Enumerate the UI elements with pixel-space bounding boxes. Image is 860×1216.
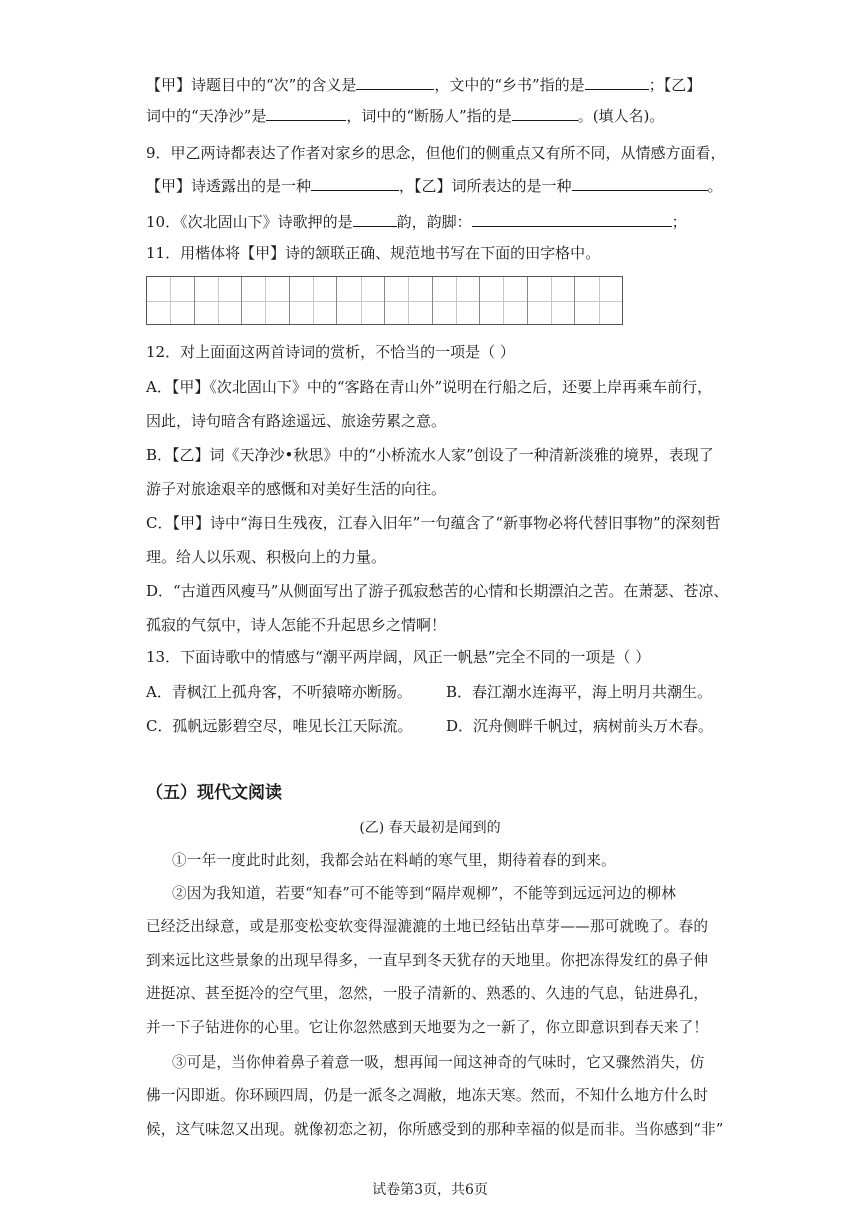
section-heading: （五）现代文阅读 xyxy=(146,783,282,803)
passage-paragraph-2-line-2: 已经泛出绿意，或是那变松变软变得湿漉漉的土地已经钻出草芽——那可就晚了。春的 xyxy=(146,918,709,935)
q12-option-b-line-1[interactable]: B．【乙】词《天净沙•秋思》中的“小桥流水人家”创设了一种清新淡雅的境界，表现了 xyxy=(146,446,714,464)
q8-text-c: ；【乙】 xyxy=(648,76,702,94)
passage-paragraph-3-line-3: 候，这气味忽又出现。就像初恋之初，你所感受到的那种幸福的似是而非。当你感到“非” xyxy=(146,1121,724,1138)
passage-paragraph-3-line-2: 佛一闪即逝。你环顾四周，仍是一派冬之凋敝，地冻天寒。然而，不知什么地方什么时 xyxy=(146,1087,709,1104)
q10-blank-rhyme[interactable] xyxy=(353,211,397,227)
grid-cell[interactable] xyxy=(241,277,289,324)
q9-text-a: 【甲】诗透露出的是一种 xyxy=(146,177,312,195)
q12-option-c-line-1[interactable]: C．【甲】诗中“海日生残夜，江春入旧年”一句蕴含了“新事物必将代替旧事物”的深刻哲 xyxy=(146,514,721,532)
q12-option-d-line-1[interactable]: D．“古道西风瘦马”从侧面写出了游子孤寂愁苦的心情和长期漂泊之苦。在萧瑟、苍凉、 xyxy=(146,582,729,600)
q8-blank-ci-meaning[interactable] xyxy=(356,74,434,90)
page-footer: 试卷第3页，共6页 xyxy=(372,1182,488,1198)
q12-option-d-line-2: 孤寂的气氛中，诗人怎能不升起思乡之情啊！ xyxy=(146,616,447,634)
q8-blank-duanchangren[interactable] xyxy=(512,105,578,121)
q12-option-b-line-2: 游子对旅途艰辛的感慨和对美好生活的向往。 xyxy=(146,480,447,498)
q13-option-b[interactable]: B．春江潮水连海平，海上明月共潮生。 xyxy=(446,683,713,701)
q8-text-a: 【甲】诗题目中的“次”的含义是 xyxy=(146,76,357,94)
q8-text-d: 词中的“天净沙”是 xyxy=(146,107,267,125)
grid-cell[interactable] xyxy=(194,277,242,324)
grid-cell[interactable] xyxy=(384,277,432,324)
q12-stem: 12．对上面面这两首诗词的赏析，不恰当的一项是（ ） xyxy=(146,343,515,361)
q12-option-c-line-2: 理。给人以乐观、积极向上的力量。 xyxy=(146,548,387,566)
q8-text-f: 。(填人名)。 xyxy=(577,107,665,125)
grid-cell[interactable] xyxy=(432,277,480,324)
q8-text-b: ，文中的“乡书”指的是 xyxy=(434,76,585,94)
q10-line xyxy=(146,211,687,232)
grid-cell[interactable] xyxy=(289,277,337,324)
passage-paragraph-3-line-1: ③可是，当你伸着鼻子着意一吸，想再闻一闻这神奇的气味时，它又骤然消失，仿 xyxy=(172,1054,705,1071)
q8-text-e: ，词中的“断肠人”指的是 xyxy=(346,107,512,125)
q10-blank-rhyme-words[interactable] xyxy=(472,211,672,227)
q11-text: 11．用楷体将【甲】诗的颔联正确、规范地书写在下面的田字格中。 xyxy=(146,244,601,262)
passage-paragraph-2-line-4: 进挺凉、甚至挺冷的空气里，忽然，一股子清新的、熟悉的、久违的气息，钻进鼻孔， xyxy=(146,985,709,1002)
grid-cell[interactable] xyxy=(574,277,622,324)
q10-text-c: ； xyxy=(671,213,687,231)
q9-text-c: 。 xyxy=(707,177,723,195)
grid-cell[interactable] xyxy=(479,277,527,324)
q9-text-b: ，【乙】词所表达的是一种 xyxy=(399,177,572,195)
q8-blank-xiangshu[interactable] xyxy=(585,74,649,90)
q12-option-a-line-2: 因此，诗句暗含有路途遥远、旅途劳累之意。 xyxy=(146,412,447,430)
passage-paragraph-2-line-5: 并一下子钻进你的心里。它让你忽然感到天地要为之一新了，你立即意识到春天来了！ xyxy=(146,1019,709,1036)
grid-cell[interactable] xyxy=(336,277,384,324)
q9-line-1: 9．甲乙两诗都表达了作者对家乡的思念，但他们的侧重点又有所不同，从情感方面看， xyxy=(146,144,726,162)
q8-blank-tianjingsha[interactable] xyxy=(266,105,346,121)
q12-option-a-line-1[interactable]: A．【甲】《次北固山下》中的“客路在青山外”说明在行船之后，还要上岸再乘车前行， xyxy=(146,378,713,396)
passage-title: (乙) 春天最初是闻到的 xyxy=(359,820,501,836)
grid-cell[interactable] xyxy=(147,277,194,324)
q13-option-d[interactable]: D．沉舟侧畔千帆过，病树前头万木春。 xyxy=(446,717,714,735)
q9-blank-jia[interactable] xyxy=(311,175,399,191)
passage-paragraph-1: ①一年一度此时此刻，我都会站在料峭的寒气里，期待着春的到来。 xyxy=(172,852,616,869)
q10-text-b: 韵，韵脚： xyxy=(396,213,472,231)
passage-paragraph-2-line-3: 到来远比这些景象的出现早得多，一直早到冬天犹存的天地里。你把冻得发红的鼻子伸 xyxy=(146,952,709,969)
q13-option-a[interactable]: A．青枫江上孤舟客，不听猿啼亦断肠。 xyxy=(146,683,412,701)
q8-line-1 xyxy=(146,74,701,95)
q13-stem: 13．下面诗歌中的情感与“潮平两岸阔，风正一帆悬”完全不同的一项是（ ） xyxy=(146,648,651,666)
q8-line-2 xyxy=(146,105,664,126)
q10-text-a: 10．《次北固山下》诗歌押的是 xyxy=(146,213,353,231)
passage-paragraph-2-line-1: ②因为我知道，若要“知春”可不能等到“隔岸观柳”，不能等到远远河边的柳林 xyxy=(172,885,677,902)
q9-blank-yi[interactable] xyxy=(572,175,708,191)
tianzige-grid[interactable] xyxy=(146,276,623,325)
q9-line-2 xyxy=(146,175,723,196)
q13-option-c[interactable]: C．孤帆远影碧空尽，唯见长江天际流。 xyxy=(146,717,413,735)
grid-cell[interactable] xyxy=(527,277,575,324)
